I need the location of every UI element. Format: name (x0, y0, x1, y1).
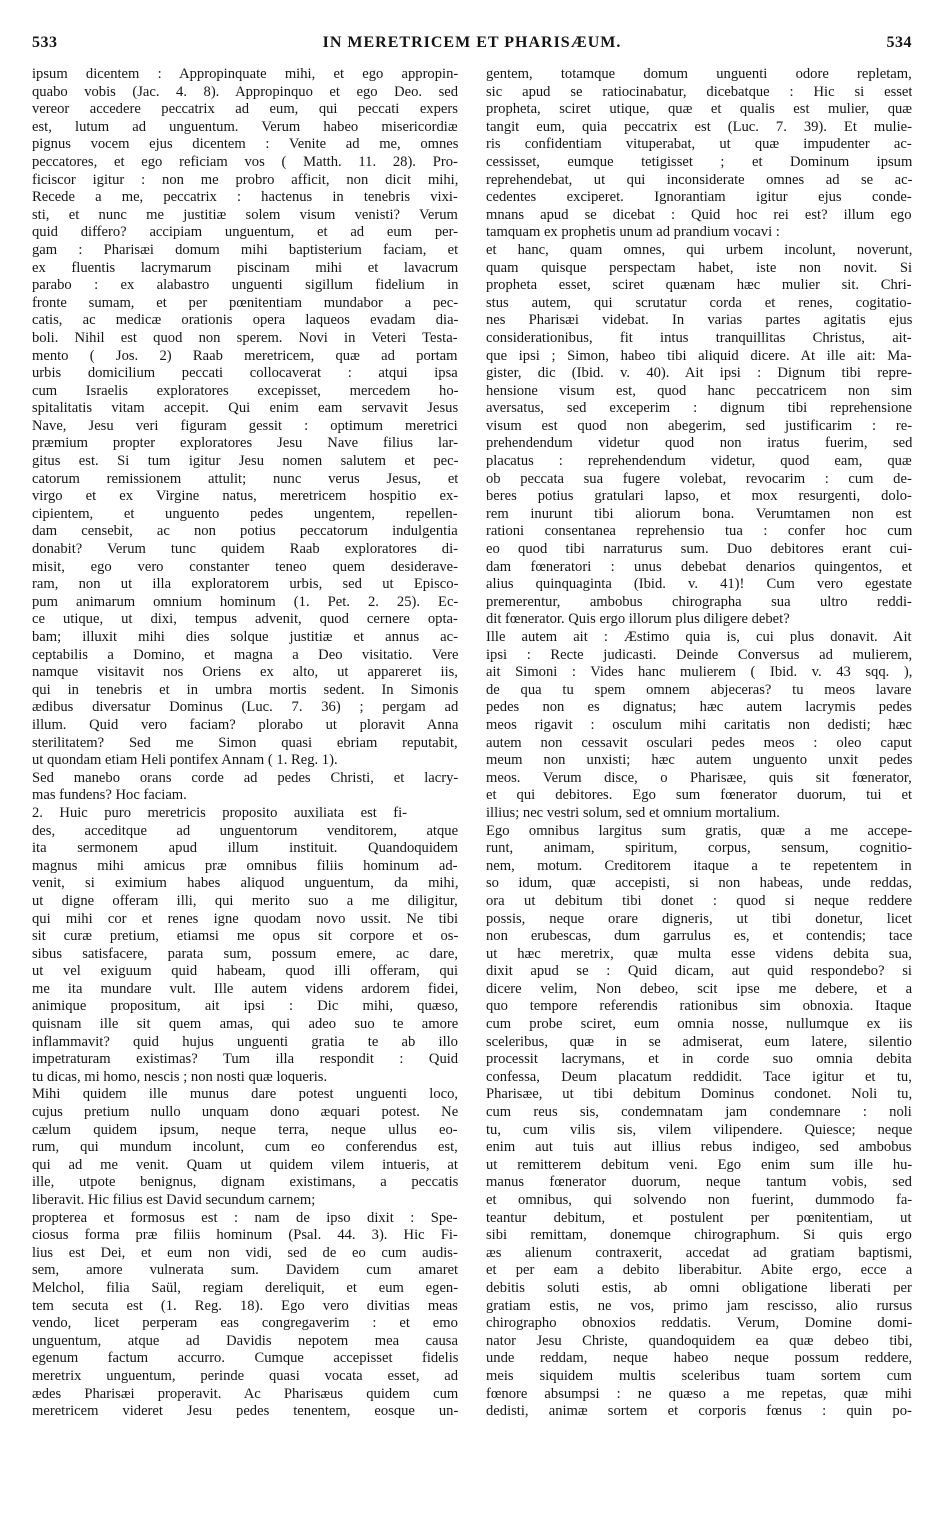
text-line: et hanc, quam omnes, qui urbem incolunt, noverunt, (486, 241, 912, 258)
text-line: stus autem, qui scrutatur corda et renes, cogitatio- (486, 294, 912, 311)
text-line: ut hæc meretrix, quæ multa esse videns debita sua, (486, 945, 912, 962)
text-line: unde reddam, neque habeo neque possum reddere, (486, 1350, 912, 1367)
text-line: prehendendum videtur quod non iratus fuerim, sed (486, 435, 912, 452)
text-line: tu, cum vilis sis, vilem vilipendere. Quiesce; neque (486, 1121, 912, 1138)
text-line: meretrix unguentum, perinde quasi vocata esset, ad (32, 1367, 458, 1384)
text-line: ciosus forma præ filiis hominum (Psal. 44. 3). Hic Fi- (32, 1227, 458, 1244)
text-line: dit fœnerator. Quis ergo illorum plus diligere debet? (486, 611, 790, 628)
text-line: gentem, totamque domum unguenti odore repletam, (486, 66, 912, 82)
text-line: meos rigavit : osculum mihi caritatis non dedisti; hæc (486, 716, 912, 733)
text-line: tu dicas, mi homo, nescis ; non nosti quæ loqueris. (32, 1068, 328, 1085)
text-line: meos. Verum disce, o Pharisæe, quis sit fœnerator, (486, 769, 912, 786)
text-line: tem secuta est (1. Reg. 18). Ego vero divitias meas (32, 1297, 458, 1314)
text-line: parabo : ex alabastro unguenti sigillum fidelium in (32, 277, 458, 294)
text-line: vereor accedere peccatrix ad eum, qui peccati expers (32, 101, 458, 118)
text-line: ora ut debitum tibi donet : quod si neque reddere (486, 892, 912, 909)
left-column (32, 66, 458, 1421)
text-line: pedes non es dignatus; hæc autem lacrymis pedes (486, 699, 912, 716)
text-line: sic apud se ratiocinabatur, dicebatque : Hic si esset (486, 83, 912, 100)
text-line: pum animarum omnium hominum (1. Pet. 2. 25). Ec- (32, 593, 458, 610)
text-line: hensione visum est, quod hanc peccatricem non sim (486, 382, 912, 399)
text-line: Pharisæe, ut tibi debitum Dominus condonet. Noli tu, (486, 1086, 912, 1103)
text-columns (32, 66, 912, 1516)
text-line: so idum, quæ accepisti, si non habeas, unde reddas, (486, 875, 912, 892)
text-line: catorum remissionem attulit; nunc verus Jesus, et (32, 470, 458, 487)
text-line: catis, ac medicæ orationis opera laqueos evadam dia- (32, 312, 458, 329)
text-line: ce utique, ut dixi, tempus advenit, quod cernere opta- (32, 611, 458, 628)
text-line: beres potius gratulari lapso, et mox resurgenti, dolo- (486, 488, 912, 505)
text-line: possis, neque orare digneris, ut tibi donetur, licet (486, 910, 912, 927)
text-line: et per eam a debito liberabitur. Abite ergo, ecce a (486, 1262, 912, 1279)
text-line: processit lacrymans, et in corde suo omnia debita (486, 1051, 912, 1068)
text-line: que ipsi ; Simon, habeo tibi aliquid dicere. At ille ait: Ma- (486, 347, 912, 364)
text-line: ris confidentiam vituperabat, ut quæ impudenter ac- (486, 136, 912, 153)
book-page (32, 30, 912, 1516)
page-number-left: 533 (32, 34, 58, 51)
text-line: nator Jesu Christe, quandoquidem ea quæ debeo tibi, (486, 1332, 912, 1349)
text-line: lius est Dei, et eum non vidi, sed de eo cum audis- (32, 1244, 458, 1261)
text-line: cum probe sciret, eum omnia nosse, nullumque ex iis (486, 1016, 912, 1033)
text-line: vendo, licet perperam eas congregaverim : et emo (32, 1315, 458, 1332)
text-line: quisnam ille sit quem amas, qui adeo suo te amore (32, 1016, 458, 1033)
text-line: meis siquidem multis sceleribus tuam sortem cum (486, 1367, 912, 1384)
text-line: 2. Huic puro meretricis proposito auxiliata est fi- (32, 804, 408, 821)
text-line: fœnore absumpsi : ne quæso a me repetas, quæ mihi (486, 1385, 912, 1402)
text-line: bam; illuxit mihi dies solque justitiæ et annus ac- (32, 629, 458, 645)
right-column (486, 66, 912, 1421)
text-line: dedisti, animæ sortem et corporis fœnus : quin po- (486, 1403, 912, 1420)
text-line: quam quisque perspectam habet, iste non novit. Si (486, 259, 912, 276)
text-line: impetraturam existimas? Tum illa respondit : Quid (32, 1051, 458, 1068)
text-line: ille, utpote benignus, dignam existimans, a peccatis (32, 1174, 458, 1191)
text-line: ædibus diversatur Dominus (Luc. 7. 36) ; pergam ad (32, 699, 458, 716)
text-line: liberavit. Hic filius est David secundum carnem; (32, 1192, 316, 1208)
text-line: boli. Nihil est quod non sperem. Novi in Veteri Testa- (32, 329, 458, 346)
text-line: unguentum, atque ad Davidis nepotem mea causa (32, 1332, 458, 1349)
text-line: illum. Quid vero faciam? plorabo ut ploravit Anna (32, 716, 458, 733)
text-line: Recede a me, peccatrix : hactenus in tenebris vixi- (32, 189, 458, 206)
text-line: confessa, Deum placatum reddidit. Tace igitur et tu, (486, 1068, 912, 1085)
text-line: ram, non ut illa exploratorem urbis, sed ut Episco- (32, 576, 458, 593)
text-line: egenum factum accurro. Cumque accepisset fidelis (32, 1350, 458, 1367)
text-line: virgo et ex Virgine natus, meretricem hospitio ex- (32, 488, 458, 505)
text-line: misit, ego vero constanter teneo quem desiderave- (32, 558, 458, 575)
text-line: peccatores, et ego reficiam vos ( Matth. 11. 28). Pro- (32, 153, 458, 170)
text-line: mento ( Jos. 2) Raab meretricem, quæ ad portam (32, 347, 458, 364)
text-line: runt, animam, spiritum, corpus, sensum, cognitio- (486, 840, 912, 857)
text-line: fronte sumam, et per pœnitentiam mundabor a pec- (32, 294, 458, 311)
text-line: est, lutum ad unguentum. Verum habeo misericordiæ (32, 118, 458, 135)
text-line: meum non unxisti; hæc autem unguento unxit pedes (486, 752, 912, 769)
text-line: ipsi : Recte judicasti. Deinde Conversus ad mulierem, (486, 646, 912, 663)
text-line: Mihi quidem ille munus dare potest unguenti loco, (32, 1086, 458, 1103)
text-line: qui ad me venit. Quam ut quidem vilem intueris, at (32, 1156, 458, 1173)
text-line: considerationibus, fit intus tranquillitas Christus, ait- (486, 329, 912, 346)
page-number-right: 534 (886, 34, 912, 51)
text-line: Sed manebo orans corde ad pedes Christi, et lacry- (32, 769, 458, 786)
text-line: propterea et formosus est : nam de ipso dixit : Spe- (32, 1209, 458, 1226)
text-line: venit, si eximium habes aliquod unguentum, da mihi, (32, 875, 458, 892)
text-line: namque visitavit nos Oriens ex alto, ut appareret iis, (32, 664, 458, 681)
text-line: sem, amore vulnerata sum. Davidem cum amaret (32, 1262, 458, 1279)
text-line: dam fœneratori : unus debebat denarios quingentos, et (486, 558, 912, 575)
text-line: meretricem videret Jesu pedes tenentem, eosque un- (32, 1403, 458, 1420)
text-line: de qua tu spem omnem abjeceras? tu meos lavare (486, 681, 912, 698)
text-line: pignus vocem ejus dicentem : Venite ad me, omnes (32, 136, 458, 153)
text-line: dicere velim, Non debeo, scit ipse me debere, et a (486, 980, 912, 997)
text-line: sit curæ pretium, etiamsi me opus sit corpore et os- (32, 928, 458, 945)
text-line: propheta esset, sciret quænam hæc mulier sit. Chri- (486, 277, 912, 294)
text-line: Ille autem ait : Æstimo quia is, cui plus donavit. Ait (486, 629, 912, 645)
text-line: et omnibus, qui solvendo non fuerint, dummodo fa- (486, 1192, 912, 1208)
text-line: quid differo? accipiam unguentum, et ad eum per- (32, 224, 458, 241)
text-line: æs alienum contraxerit, accedat ad gratiam baptismi, (486, 1244, 912, 1261)
text-line: quo tempore referendis rationibus sim obnoxia. Itaque (486, 998, 912, 1015)
text-line: ceptabilis a Domino, et magna a Deo visitatio. Vere (32, 646, 458, 663)
text-line: manus fœnerator duorum, neque tantum vobis, sed (486, 1174, 912, 1191)
text-line: cujus pretium nullo unquam dono æquari potest. Ne (32, 1104, 458, 1121)
text-line: ut quondam etiam Heli pontifex Annam ( 1. Reg. 1). (32, 752, 338, 769)
text-line: tangit eum, quia peccatrix est (Luc. 7. 39). Et mulie- (486, 118, 912, 135)
text-line: ut vel exiguum quid habeam, quod illi offeram, qui (32, 963, 458, 980)
text-line: ex fluentis lacrymarum piscinam mihi et lavacrum (32, 259, 458, 276)
text-line: gitus est. Si tum igitur Jesu nomen salutem et pec- (32, 453, 458, 470)
text-line: præmium propter exploratores Jesu Nave filius lar- (32, 435, 458, 452)
text-line: spitalitatis vitam accepit. Qui enim eam servavit Jesus (32, 400, 458, 417)
text-line: Ego omnibus largitus sum gratis, quæ a me accepe- (486, 822, 912, 839)
text-line: ipsum dicentem : Appropinquate mihi, et ego appropin- (32, 66, 458, 82)
text-line: cælum quidem ipsum, neque terra, neque ullus eo- (32, 1121, 458, 1138)
text-line: sti, et nunc me justitiæ solem visum venisti? Verum (32, 206, 458, 223)
text-line: magnus mihi amicus præ omnibus filiis hominum ad- (32, 857, 458, 874)
text-line: teantur debitum, et postulent per pœnitentiam, ut (486, 1209, 912, 1226)
text-line: gratiam estis, ne vos, primo jam rescisso, alio rursus (486, 1297, 912, 1314)
text-line: animique propositum, ait ipsi : Dic mihi, quæso, (32, 998, 458, 1015)
text-line: aversatus, sed exceperim : dignum tibi reprehensione (486, 400, 912, 417)
text-line: gam : Pharisæi domum mihi baptisterium faciam, et (32, 241, 458, 258)
text-line: et qui debitores. Ego sum fœnerator duorum, tui et (486, 787, 912, 804)
text-line: donabit? Verum tunc quidem Raab exploratores di- (32, 541, 458, 558)
text-line: Nave, Jesu veri figuram gessit : optimum meretrici (32, 417, 458, 434)
text-line: ut digne offeram illi, qui merito suo a me diligitur, (32, 892, 458, 909)
text-line: ait Simoni : Vides hanc mulierem ( Ibid. v. 43 sqq. ), (486, 664, 912, 681)
text-line: cum Israelis exploratores excepisset, mercedem ho- (32, 382, 458, 399)
text-line: inflammavit? quid hujus unguenti gratia te ab illo (32, 1033, 458, 1050)
text-line: alius quinquaginta (Ibid. v. 41)! Cum vero egestate (486, 576, 912, 593)
text-line: non erubescas, dum garrulus es, et contendis; tace (486, 928, 912, 945)
text-line: placatus : reprehendendum videtur, quod eam, quæ (486, 453, 912, 470)
text-line: nem, motum. Creditorem itaque a te repetentem in (486, 857, 912, 874)
text-line: dam censebit, ac non potius peccatorum indulgentia (32, 523, 458, 540)
text-line: mas fundens? Hoc faciam. (32, 787, 187, 804)
text-line: urbis domicilium peccati collocaverat : atqui ipsa (32, 365, 458, 382)
text-line: cipientem, et unguento pedes ungentem, repellen- (32, 505, 458, 522)
text-line: tamquam ex prophetis unum ad prandium vocavi : (486, 224, 780, 241)
text-line: dixit apud se : Quid dicam, aut quid respondebo? si (486, 963, 912, 980)
text-line: cessisset, eumque tetigisset ; et Dominum ipsum (486, 153, 912, 170)
text-line: autem non cessavit osculari pedes meos : oleo caput (486, 734, 912, 751)
text-line: ficiscor igitur : non me probro afficit, non dicit mihi, (32, 171, 458, 188)
text-line: gister, dic (Ibid. v. 40). Ait ipsi : Dignum tibi repre- (486, 365, 912, 382)
text-line: reprehendebat, ut qui inconsiderate omnes ad se ac- (486, 171, 912, 188)
text-line: sceleribus, quæ in se admiserat, eum latere, silentio (486, 1033, 912, 1050)
text-line: enim aut tuis aut illius rebus indigeo, sed ambobus (486, 1139, 912, 1156)
text-line: cedentes exciperet. Ignorantiam igitur ejus conde- (486, 189, 912, 206)
running-head (32, 30, 912, 60)
text-line: premerentur, ambobus chirographa sua ultro reddi- (486, 593, 912, 610)
text-line: rem inurunt tibi aliorum bona. Verumtamen non est (486, 505, 912, 522)
text-line: eo quod tibi narraturus sum. Duo debitores erant cui- (486, 541, 912, 558)
text-line: propheta, sciret utique, quæ et qualis est mulier, quæ (486, 101, 912, 118)
text-line: rum, qui mundum incolunt, cum eo conferendus est, (32, 1139, 458, 1156)
text-line: rationi consentanea reprehensio tua : confer hoc cum (486, 523, 912, 540)
text-line: debitis soluti estis, ab omni obligatione liberati per (486, 1279, 912, 1296)
text-line: sterilitatem? Sed me Simon quasi ebriam reputabit, (32, 734, 458, 751)
text-line: mnans apud se dicebat : Quid hoc rei est? illum ego (486, 206, 912, 223)
text-line: ob peccata sua fugere volebat, revocarim : cum de- (486, 470, 912, 487)
text-line: ædes Pharisæi properavit. Ac Pharisæus quidem cum (32, 1385, 458, 1402)
text-line: visum est quod non abegerim, sed justificarim : re- (486, 417, 912, 434)
running-title: IN MERETRICEM ET PHARISÆUM. (322, 34, 622, 51)
text-line: chirographo obnoxios reddatis. Verum, Domine domi- (486, 1315, 912, 1332)
text-line: sibus satisfacere, parata sum, possum emere, ac dare, (32, 945, 458, 962)
text-line: me ita mundare vult. Ille autem videns ardorem fidei, (32, 980, 458, 997)
text-line: qui mihi cor et renes igne quodam novo ussit. Ne tibi (32, 910, 458, 927)
text-line: ita sermonem apud illum instituit. Quandoquidem (32, 840, 458, 857)
text-line: des, acceditque ad unguentorum venditorem, atque (32, 822, 458, 839)
text-line: sibi remittam, donemque chirographum. Si quis ergo (486, 1227, 912, 1244)
text-line: ut remitterem debitum veni. Ego enim sum ille hu- (486, 1156, 912, 1173)
text-line: Melchol, filia Saül, regiam dereliquit, et eum egen- (32, 1279, 458, 1296)
text-line: cum reus sis, condemnatam jam condemnare : noli (486, 1104, 912, 1121)
text-line: illius; nec vestri solum, sed et omnium mortalium. (486, 804, 780, 821)
text-line: qui in tenebris et in umbra mortis sedent. In Simonis (32, 681, 458, 698)
text-line: nes Pharisæi videbat. In varias partes agitatis ejus (486, 312, 912, 329)
text-line: quabo vobis (Jac. 4. 8). Appropinquo et ego Deo. sed (32, 83, 458, 100)
